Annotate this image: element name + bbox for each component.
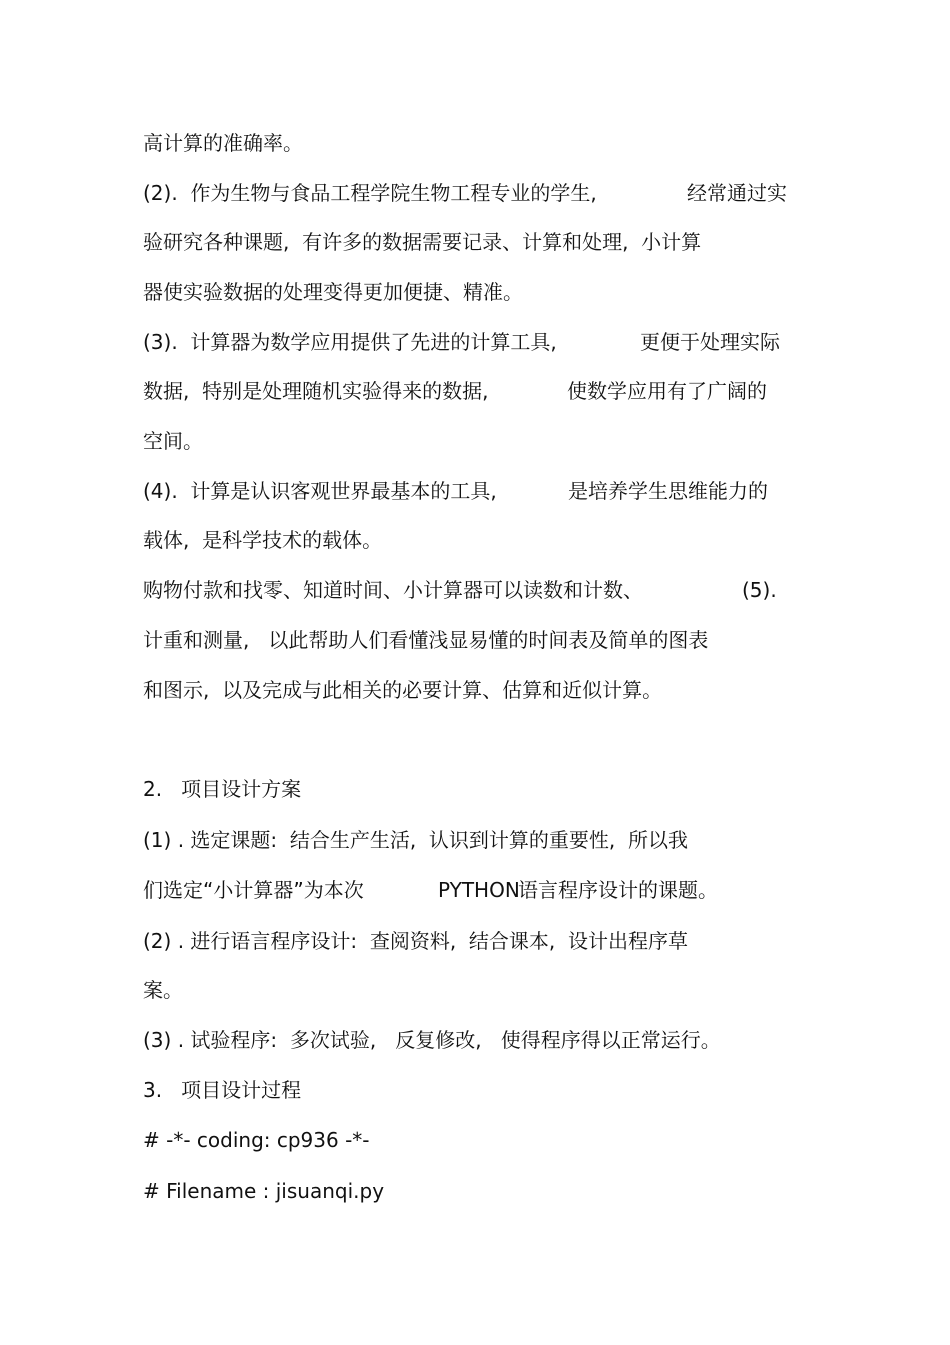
text-line: (1) . 选定课题: 结合生产生活, 认识到计算的重要性, 所以我	[143, 828, 688, 852]
text-segment: 数据, 特别是处理随机实验得来的数据,	[143, 379, 489, 403]
section-heading: 2. 项目设计方案	[143, 777, 302, 801]
text-line: 计重和测量, 以此帮助人们看懂浅显易懂的时间表及简单的图表	[143, 628, 709, 652]
text-segment: (3). 计算器为数学应用提供了先进的计算工具,	[143, 330, 557, 354]
section-heading: 3. 项目设计过程	[143, 1078, 302, 1102]
text-line: 案。	[143, 978, 183, 1002]
text-line: 空间。	[143, 429, 203, 453]
text-segment: 使数学应用有了广阔的	[567, 379, 767, 403]
text-segment: (4). 计算是认识客观世界最基本的工具,	[143, 479, 497, 503]
text-line: (2) . 进行语言程序设计: 查阅资料, 结合课本, 设计出程序草	[143, 929, 688, 953]
text-segment: 们选定“小计算器”为本次	[143, 878, 364, 902]
text-segment: 是培养学生思维能力的	[568, 479, 768, 503]
text-segment: (5).	[742, 578, 777, 602]
code-line: # Filename : jisuanqi.py	[143, 1179, 385, 1203]
text-segment: PYTHON	[438, 878, 520, 902]
code-line: # -*- coding: cp936 -*-	[143, 1128, 370, 1152]
text-segment: 更便于处理实际	[640, 330, 780, 354]
text-segment: 购物付款和找零、知道时间、小计算器可以读数和计数、	[143, 578, 643, 602]
text-segment: (2). 作为生物与食品工程学院生物工程专业的学生,	[143, 181, 597, 205]
text-line: 器使实验数据的处理变得更加便捷、精准。	[143, 280, 523, 304]
text-segment: 语言程序设计的课题。	[518, 878, 718, 902]
text-line: 高计算的准确率。	[143, 131, 303, 155]
text-line: 载体, 是科学技术的载体。	[143, 528, 383, 552]
text-line: 和图示, 以及完成与此相关的必要计算、估算和近似计算。	[143, 678, 663, 702]
text-segment: 经常通过实	[687, 181, 787, 205]
text-line: 验研究各种课题, 有许多的数据需要记录、计算和处理, 小计算	[143, 230, 702, 254]
text-line: (3) . 试验程序: 多次试验, 反复修改, 使得程序得以正常运行。	[143, 1028, 721, 1052]
